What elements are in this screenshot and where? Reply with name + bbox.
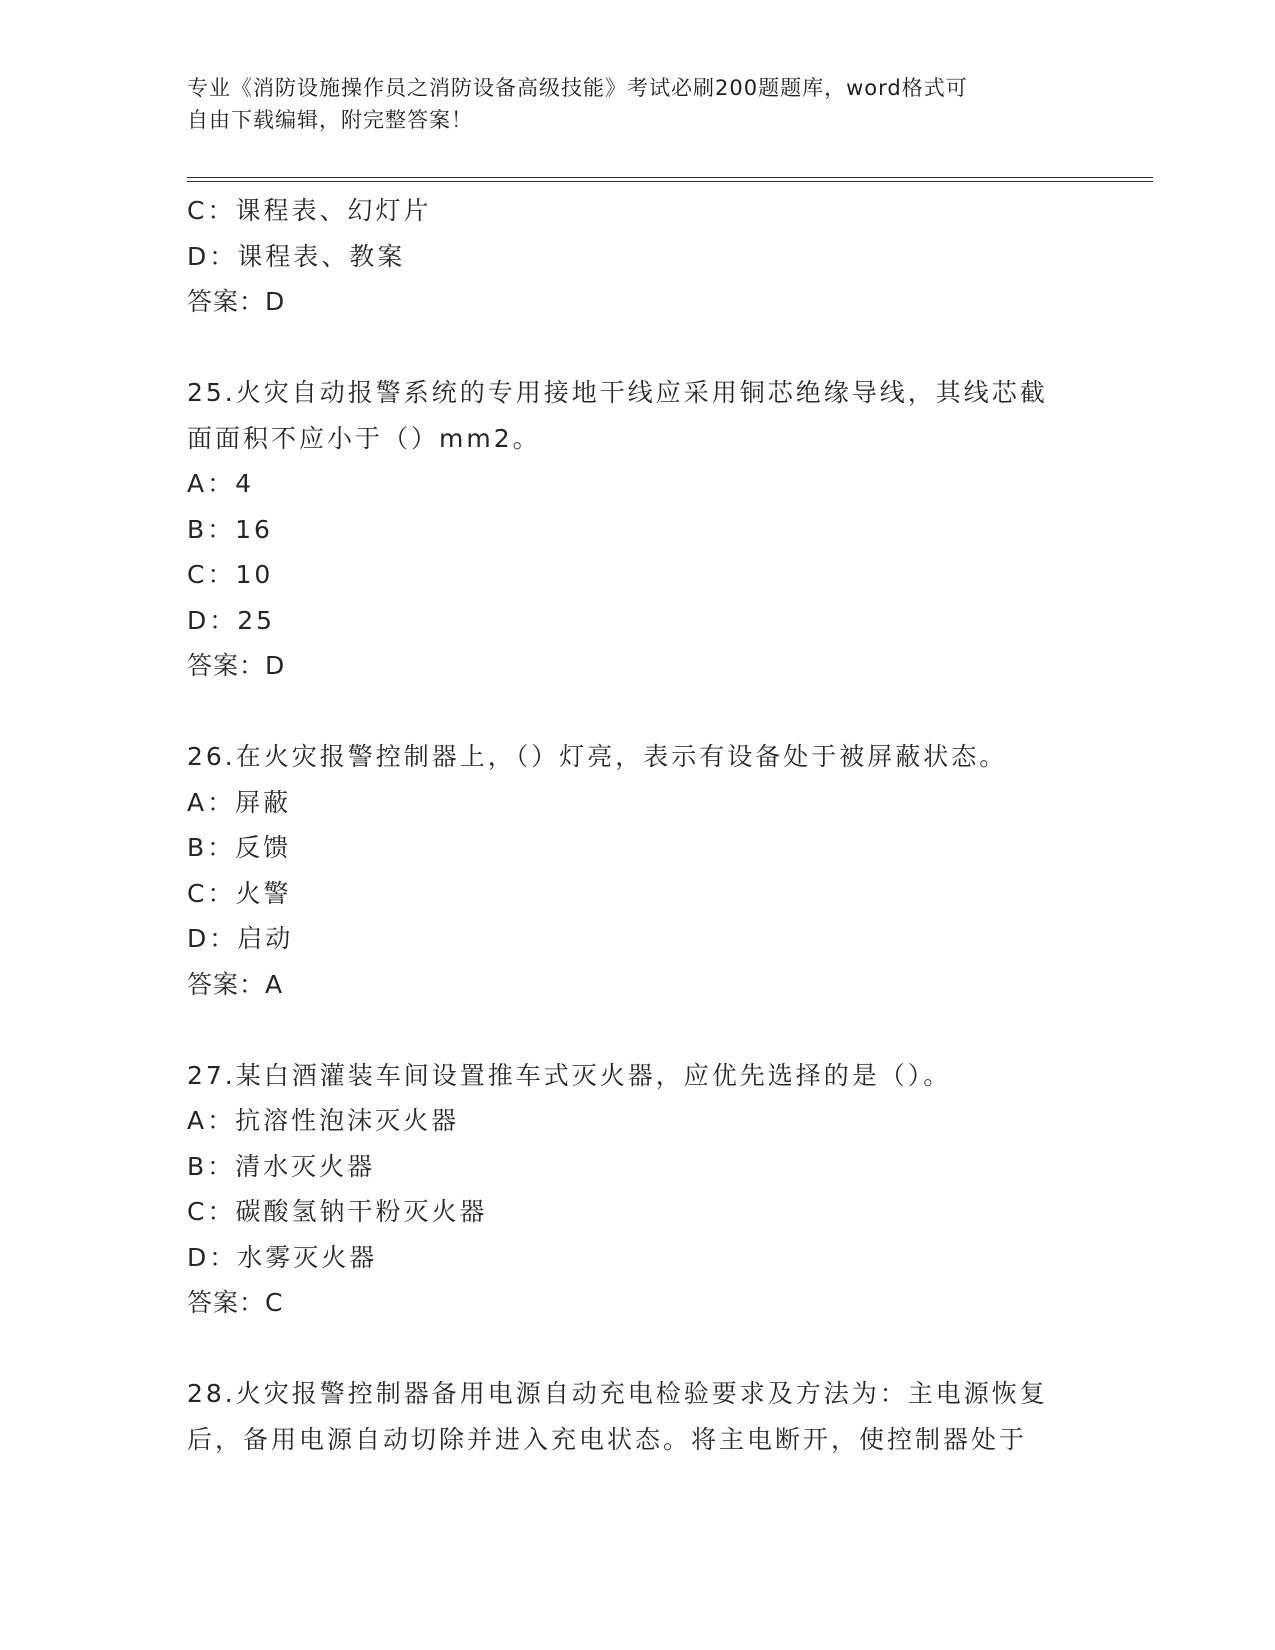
- option-c: C：碳酸氢钠干粉灭火器: [187, 1197, 488, 1226]
- answer: 答案：D: [187, 287, 286, 316]
- question-text-line: 27.某白酒灌装车间设置推车式灭火器，应优先选择的是（）。: [187, 1060, 952, 1090]
- option-c: C：课程表、幻灯片: [187, 196, 432, 225]
- question-text-line: 26.在火灾报警控制器上，（）灯亮，表示有设备处于被屏蔽状态。: [187, 742, 1008, 771]
- question-28: [187, 1371, 1087, 1462]
- option-a: A：抗溶性泡沫灭火器: [187, 1106, 460, 1135]
- spacer: [187, 1326, 1087, 1372]
- option-b: B：反馈: [187, 833, 292, 862]
- question-24-continued: [187, 188, 1087, 325]
- answer: 答案：C: [187, 1288, 284, 1317]
- option-d: D：课程表、教案: [187, 241, 406, 271]
- header-title-line-1: 专业《消防设施操作员之消防设备高级技能》考试必刷200题题库，word格式可: [187, 76, 968, 100]
- option-d: D：水雾灭火器: [187, 1242, 378, 1272]
- question-25: [187, 370, 1087, 689]
- option-c: C：10: [187, 560, 274, 589]
- spacer: [187, 689, 1087, 735]
- spacer: [187, 325, 1087, 371]
- question-text-line: 25.火灾自动报警系统的专用接地干线应采用铜芯绝缘导线，其线芯截: [187, 378, 1048, 407]
- document-header: [187, 72, 1087, 136]
- question-text-line: 28.火灾报警控制器备用电源自动充电检验要求及方法为：主电源恢复: [187, 1379, 1048, 1408]
- question-27: [187, 1053, 1087, 1326]
- header-divider: [187, 177, 1153, 182]
- option-a: A：4: [187, 469, 255, 498]
- option-b: B：清水灭火器: [187, 1151, 376, 1181]
- question-26: [187, 734, 1087, 1007]
- document-body: [187, 188, 1087, 1462]
- question-text-line: 面面积不应小于（）mm2。: [187, 423, 541, 453]
- option-b: B：16: [187, 514, 273, 544]
- option-c: C：火警: [187, 878, 292, 908]
- option-a: A：屏蔽: [187, 787, 292, 817]
- option-d: D：启动: [187, 924, 294, 953]
- header-title-line-2: 自由下载编辑，附完整答案！: [187, 108, 473, 132]
- option-d: D：25: [187, 605, 276, 635]
- question-text-line: 后，备用电源自动切除并进入充电状态。将主电断开，使控制器处于: [187, 1424, 1028, 1454]
- answer: 答案：A: [187, 969, 284, 999]
- answer: 答案：D: [187, 651, 286, 680]
- spacer: [187, 1007, 1087, 1053]
